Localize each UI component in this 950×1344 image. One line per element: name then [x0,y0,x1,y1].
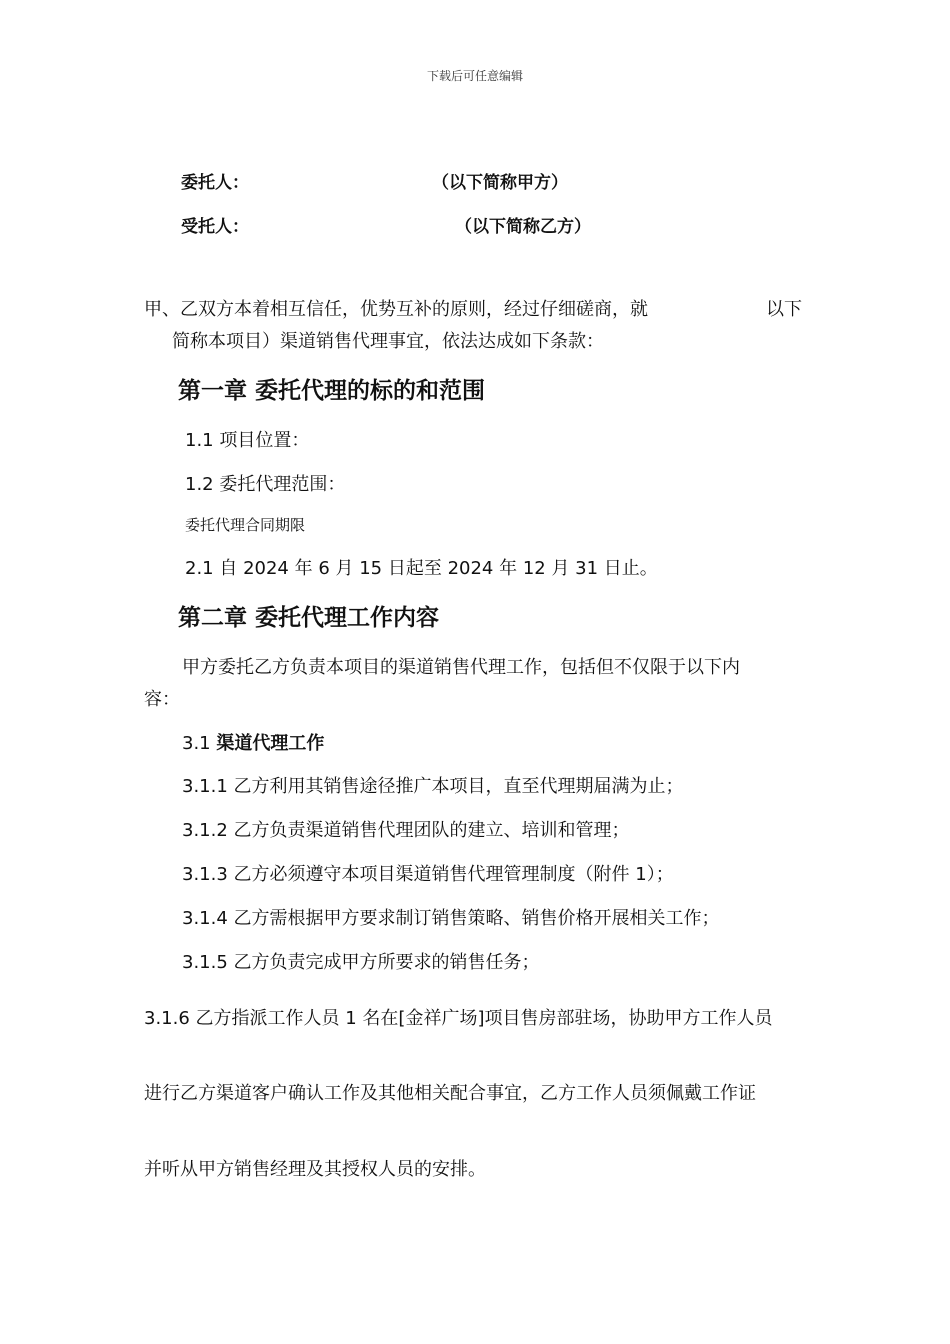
item-3-1-number: 3.1 [182,733,217,754]
item-3-1-3: 3.1.3 乙方必须遵守本项目渠道销售代理管理制度（附件 1）； [182,864,674,885]
item-3-1-5: 3.1.5 乙方负责完成甲方所要求的销售任务； [182,952,540,973]
item-3-1-4: 3.1.4 乙方需根据甲方要求制订销售策略、销售价格开展相关工作； [182,908,720,929]
item-3-1-2: 3.1.2 乙方负责渠道销售代理团队的建立、培训和管理； [182,820,630,841]
agent-label: 受托人： [181,217,249,237]
intro-line-1: 甲、乙双方本着相互信任，优势互补的原则，经过仔细磋商，就 [144,299,648,320]
chapter-1-title: 第一章 委托代理的标的和范围 [178,378,486,404]
chapter-2-intro-line-1: 甲方委托乙方负责本项目的渠道销售代理工作，包括但不仅限于以下内 [182,657,740,678]
chapter-2-title: 第二章 委托代理工作内容 [178,605,440,631]
item-3-1-1: 3.1.1 乙方利用其销售途径推广本项目，直至代理期届满为止； [182,776,684,797]
item-3-1-6-line-2: 进行乙方渠道客户确认工作及其他相关配合事宜，乙方工作人员须佩戴工作证 [144,1083,756,1104]
term-subheading: 委托代理合同期限 [185,516,306,534]
page-header: 下载后可任意编辑 [426,69,523,83]
item-1-1: 1.1 项目位置： [185,430,310,451]
item-1-2: 1.2 委托代理范围： [185,474,346,495]
item-2-1: 2.1 自 2024 年 6 月 15 日起至 2024 年 12 月 31 日止。 [185,558,658,579]
intro-line-2: 简称本项目）渠道销售代理事宜，依法达成如下条款： [172,331,604,352]
item-3-1-6-line-1: 3.1.6 乙方指派工作人员 1 名在[金祥广场]项目售房部驻场，协助甲方工作人员 [144,1008,773,1029]
item-3-1-6-line-3: 并听从甲方销售经理及其授权人员的安排。 [144,1159,486,1180]
agent-note: （以下简称乙方） [455,217,591,237]
chapter-2-intro-line-2: 容： [144,689,180,710]
item-3-1 [182,729,324,755]
principal-label: 委托人： [181,173,249,193]
item-3-1-title: 渠道代理工作 [216,733,325,754]
intro-line-1-end: 以下 [766,299,802,320]
principal-note: （以下简称甲方） [432,173,568,193]
